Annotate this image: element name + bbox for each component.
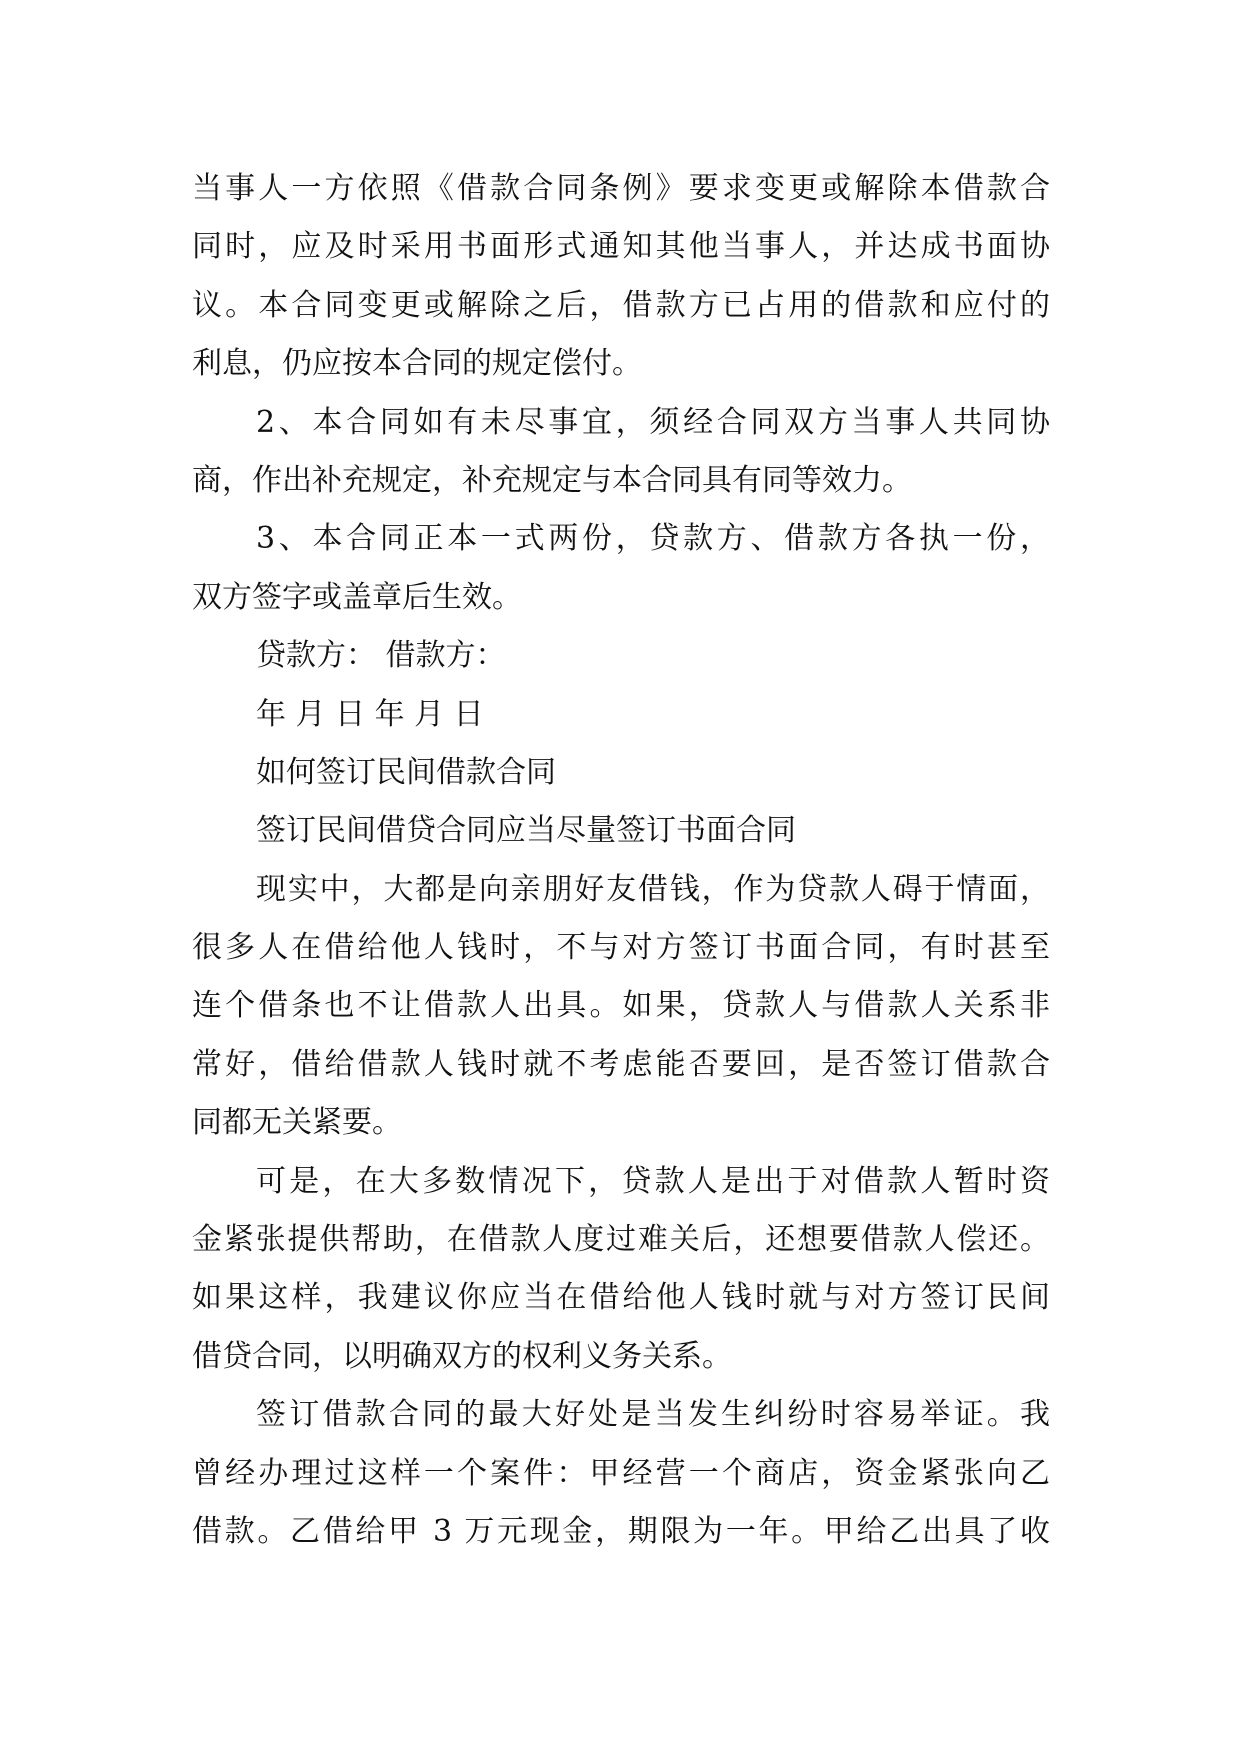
text-line: 议。本合同变更或解除之后，借款方已占用的借款和应付的	[192, 287, 1050, 323]
text-line: 曾经办理过这样一个案件：甲经营一个商店，资金紧张向乙	[192, 1455, 1050, 1491]
text-line: 商，作出补充规定，补充规定与本合同具有同等效力。	[192, 462, 912, 498]
text-line: 金紧张提供帮助，在借款人度过难关后，还想要借款人偿还。	[192, 1222, 1050, 1258]
text-line: 贷款方： 借款方：	[256, 638, 506, 674]
text-line: 利息，仍应按本合同的规定偿付。	[192, 346, 642, 382]
text-line: 借款。乙借给甲 3 万元现金，期限为一年。甲给乙出具了收	[192, 1513, 1050, 1549]
text-line: 当事人一方依照《借款合同条例》要求变更或解除本借款合	[192, 171, 1050, 206]
text-line: 借贷合同，以明确双方的权利义务关系。	[192, 1338, 732, 1374]
document-body	[192, 160, 1050, 1561]
text-line: 连个借条也不让借款人出具。如果，贷款人与借款人关系非	[192, 988, 1050, 1024]
text-line: 常好，借给借款人钱时就不考虑能否要回，是否签订借款合	[192, 1046, 1050, 1082]
text-line: 同时，应及时采用书面形式通知其他当事人，并达成书面协	[192, 229, 1050, 265]
text-line: 很多人在借给他人钱时，不与对方签订书面合同，有时甚至	[192, 930, 1050, 966]
text-line: 2、本合同如有未尽事宜，须经合同双方当事人共同协	[256, 404, 1050, 440]
text-line: 现实中，大都是向亲朋好友借钱，作为贷款人碍于情面，	[256, 871, 1050, 907]
text-line: 如果这样，我建议你应当在借给他人钱时就与对方签订民间	[192, 1280, 1050, 1316]
text-line: 可是，在大多数情况下，贷款人是出于对借款人暂时资	[256, 1163, 1050, 1199]
text-line: 3、本合同正本一式两份，贷款方、借款方各执一份，	[256, 521, 1050, 557]
text-line: 签订借款合同的最大好处是当发生纠纷时容易举证。我	[256, 1397, 1050, 1433]
text-line: 同都无关紧要。	[192, 1105, 402, 1141]
text-line: 如何签订民间借款合同	[256, 754, 556, 790]
text-line: 双方签字或盖章后生效。	[192, 579, 522, 615]
text-line: 签订民间借贷合同应当尽量签订书面合同	[256, 813, 796, 849]
text-line: 年 月 日 年 月 日	[256, 696, 484, 732]
